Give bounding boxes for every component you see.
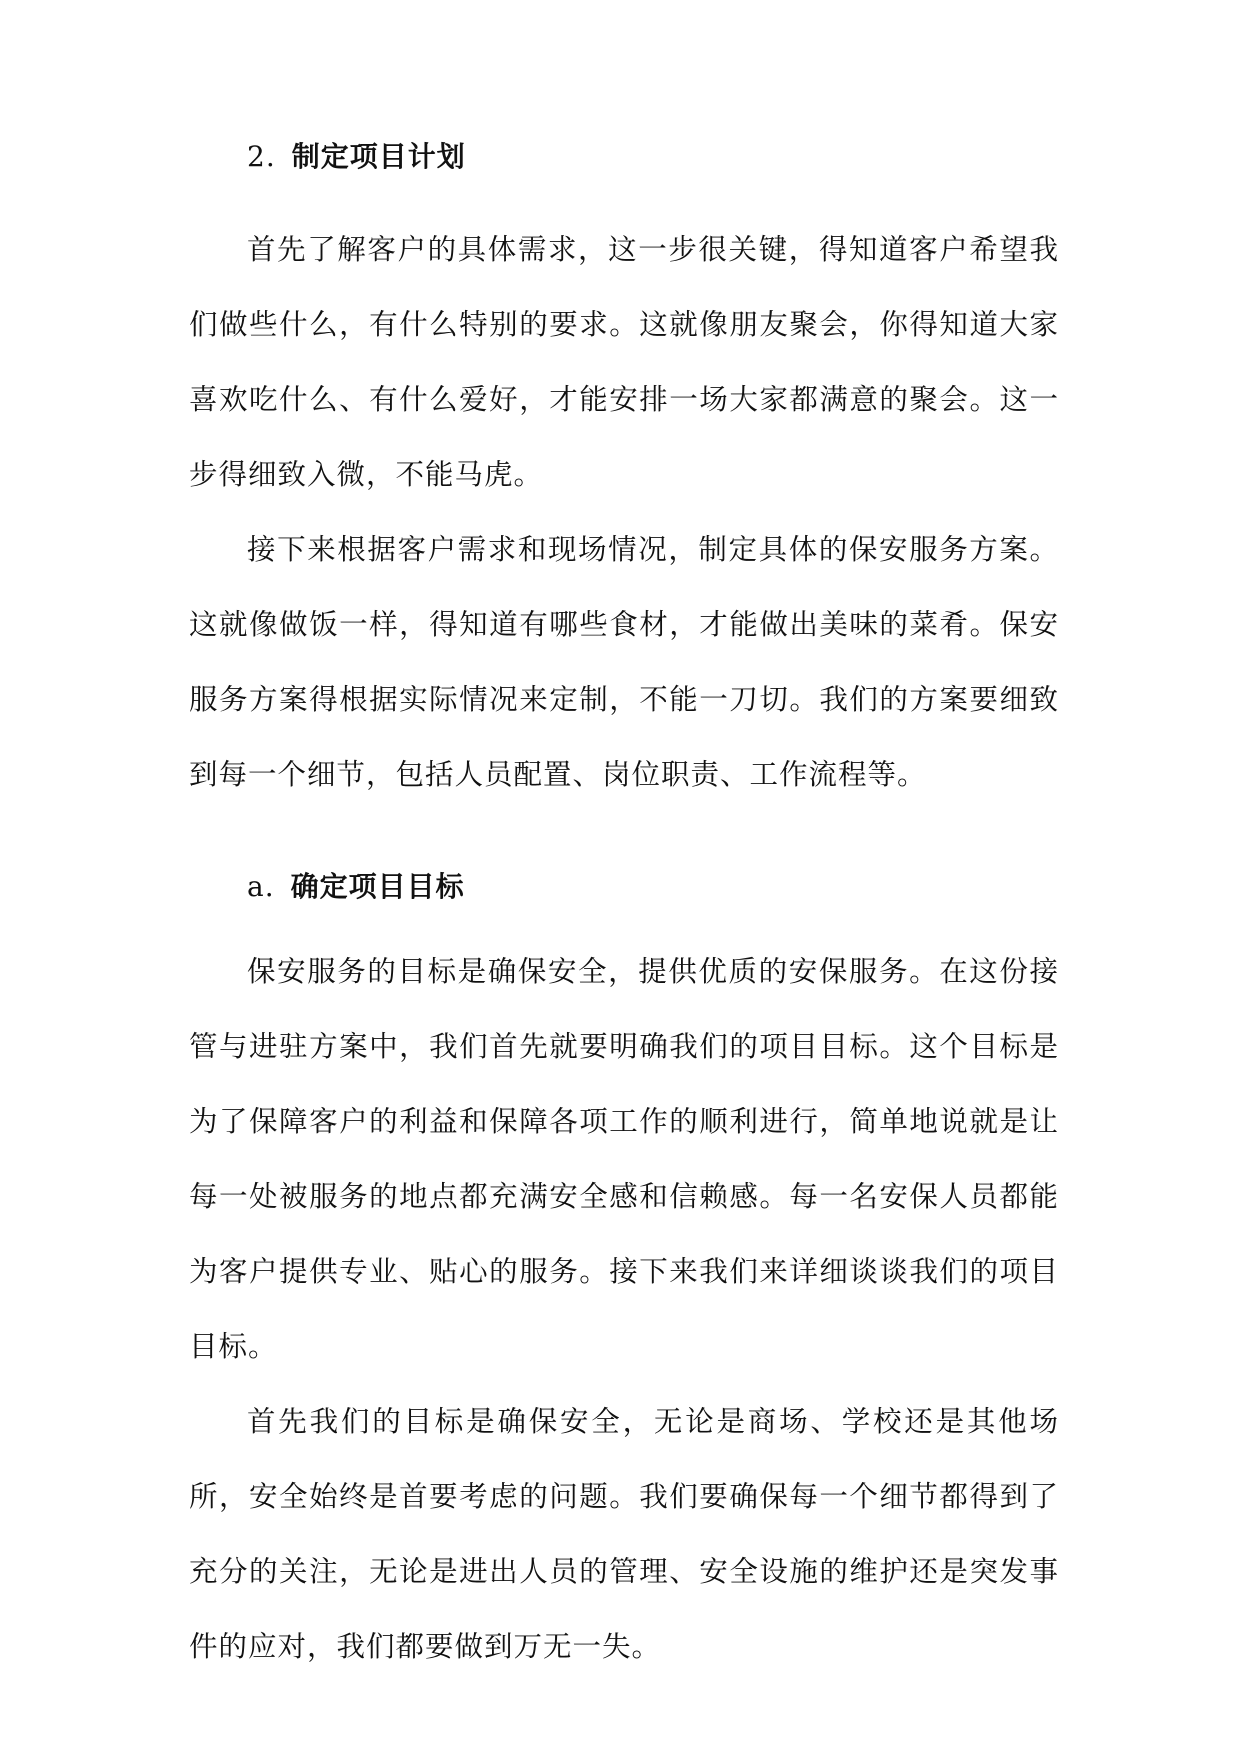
paragraph: 首先了解客户的具体需求，这一步很关键，得知道客户希望我们做些什么，有什么特别的要求。这就像朋友聚会，你得知道大家喜欢吃什么、有什么爱好，才能安排一场大家都满意的聚会。这一步得细致入微，不能马虎。: [189, 233, 1059, 491]
page-content: [189, 140, 1059, 1684]
section-title: 制定项目计划: [291, 140, 466, 173]
paragraph: 接下来根据客户需求和现场情况，制定具体的保安服务方案。这就像做饭一样，得知道有哪些食材，才能做出美味的菜肴。保安服务方案得根据实际情况来定制，不能一刀切。我们的方案要细致到每一个细节，包括人员配置、岗位职责、工作流程等。: [189, 533, 1059, 791]
paragraph: 首先我们的目标是确保安全，无论是商场、学校还是其他场所，安全始终是首要考虑的问题。我们要确保每一个细节都得到了充分的关注，无论是进出人员的管理、安全设施的维护还是突发事件的应对，我们都要做到万无一失。: [189, 1405, 1059, 1663]
section-heading-goals: [189, 870, 1059, 904]
section-number: a.: [247, 870, 275, 903]
paragraph: 保安服务的目标是确保安全，提供优质的安保服务。在这份接管与进驻方案中，我们首先就要明确我们的项目目标。这个目标是为了保障客户的利益和保障各项工作的顺利进行，简单地说就是让每一处被服务的地点都充满安全感和信赖感。每一名安保人员都能为客户提供专业、贴心的服务。接下来我们来详细谈谈我们的项目目标。: [189, 955, 1059, 1363]
section-heading-plan: [189, 140, 1059, 174]
section-number: 2.: [247, 140, 276, 173]
section-title: 确定项目目标: [290, 870, 465, 903]
